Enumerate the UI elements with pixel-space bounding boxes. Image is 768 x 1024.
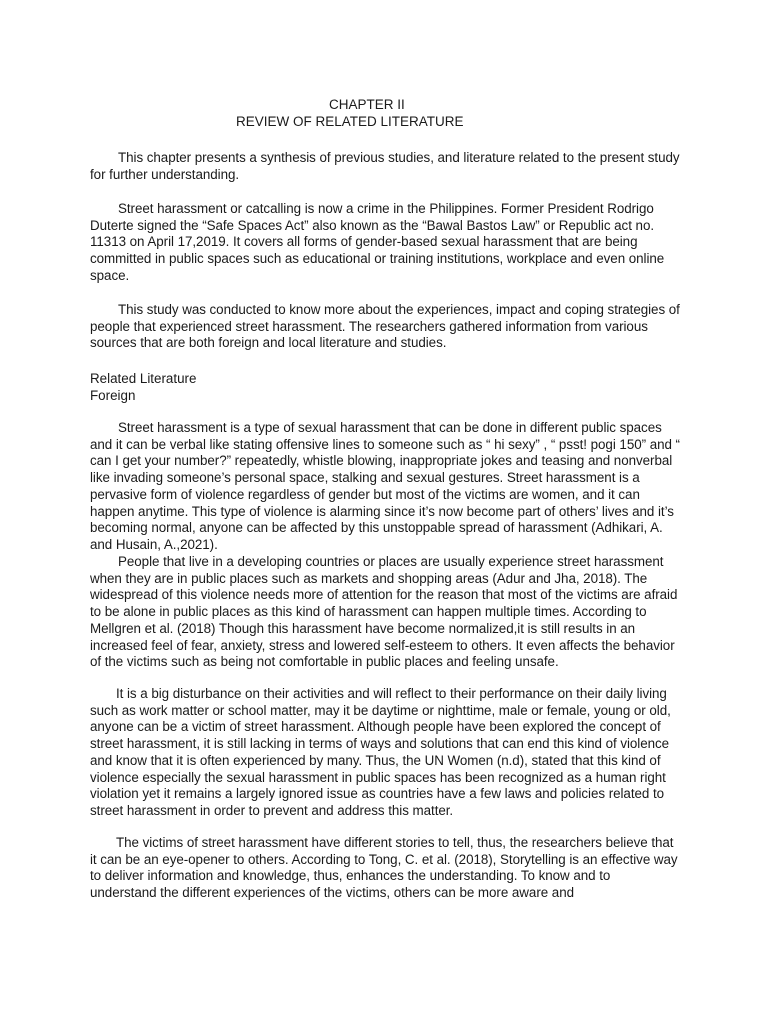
section-heading-related-literature: Related Literature [90,371,197,386]
chapter-title: REVIEW OF RELATED LITERATURE [236,114,464,129]
foreign-paragraph-2: People that live in a developing countries or places are usually experience street harassment when they are in public places such as markets and shopping areas (Adur and Jha, 2018). The widespread of this violence needs more of attention for the reason that most of the victims are afraid to be alone in public places as this kind of harassment can happen multiple times. According to Mellgren et al. (2018) Though this harassment have become normalized,it is still results in an increased feel of fear, anxiety, stress and lowered self-esteem to others. It even affects the behavior of the victims such as being not comfortable in public places and feeling unsafe. [90,554,678,670]
intro-paragraph: This chapter presents a synthesis of previous studies, and literature related to the present study for further understanding. [90,150,680,182]
foreign-paragraph-3: It is a big disturbance on their activities and will reflect to their performance on their daily living such as work matter or school matter, may it be daytime or nighttime, male or female, young or old, anyone can be a victim of street harassment. Although people have been explored the concept of street harassment, it is still lacking in terms of ways and solutions that can end this kind of violence and know that it is often experienced by many. Thus, the UN Women (n.d), stated that this kind of violence especially the sexual harassment in public spaces has been recognized as a human right violation yet it remains a largely ignored issue as countries have a few laws and policies related to street harassment in order to prevent and address this matter. [90,686,671,818]
chapter-number: CHAPTER II [329,97,405,112]
subsection-heading-foreign: Foreign [90,388,136,403]
foreign-paragraph-4: The victims of street harassment have different stories to tell, thus, the researchers believe that it can be an eye-opener to others. According to Tong, C. et al. (2018), Storytelling is an effective way to deliver information and knowledge, thus, enhances the understanding. To know and to understand the different experiences of the victims, others can be more aware and [90,835,678,901]
law-paragraph: Street harassment or catcalling is now a crime in the Philippines. Former President Rodrigo Duterte signed the “Safe Spaces Act” also known as the “Bawal Bastos Law” or Republic act no. 11313 on April 17,2019. It covers all forms of gender-based sexual harassment that are being committed in public spaces such as educational or training institutions, workplace and even online space. [90,201,665,283]
foreign-paragraph-1: Street harassment is a type of sexual harassment that can be done in different public spaces and it can be verbal like stating offensive lines to someone such as “ hi sexy” , “ psst! pogi 150” and “ can I get your number?” repeatedly, whistle blowing, inappropriate jokes and teasing and nonverbal like invading someone’s personal space, stalking and sexual gestures. Street harassment is a pervasive form of violence regardless of gender but most of the victims are women, and it can happen anytime. This type of violence is alarming since it’s now become part of others’ lives and it’s becoming normal, anyone can be affected by this unstoppable spread of harassment (Adhikari, A. and Husain, A.,2021). [90,420,680,552]
purpose-paragraph: This study was conducted to know more about the experiences, impact and coping strategies of people that experienced street harassment. The researchers gathered information from various sources that are both foreign and local literature and studies. [90,302,680,351]
